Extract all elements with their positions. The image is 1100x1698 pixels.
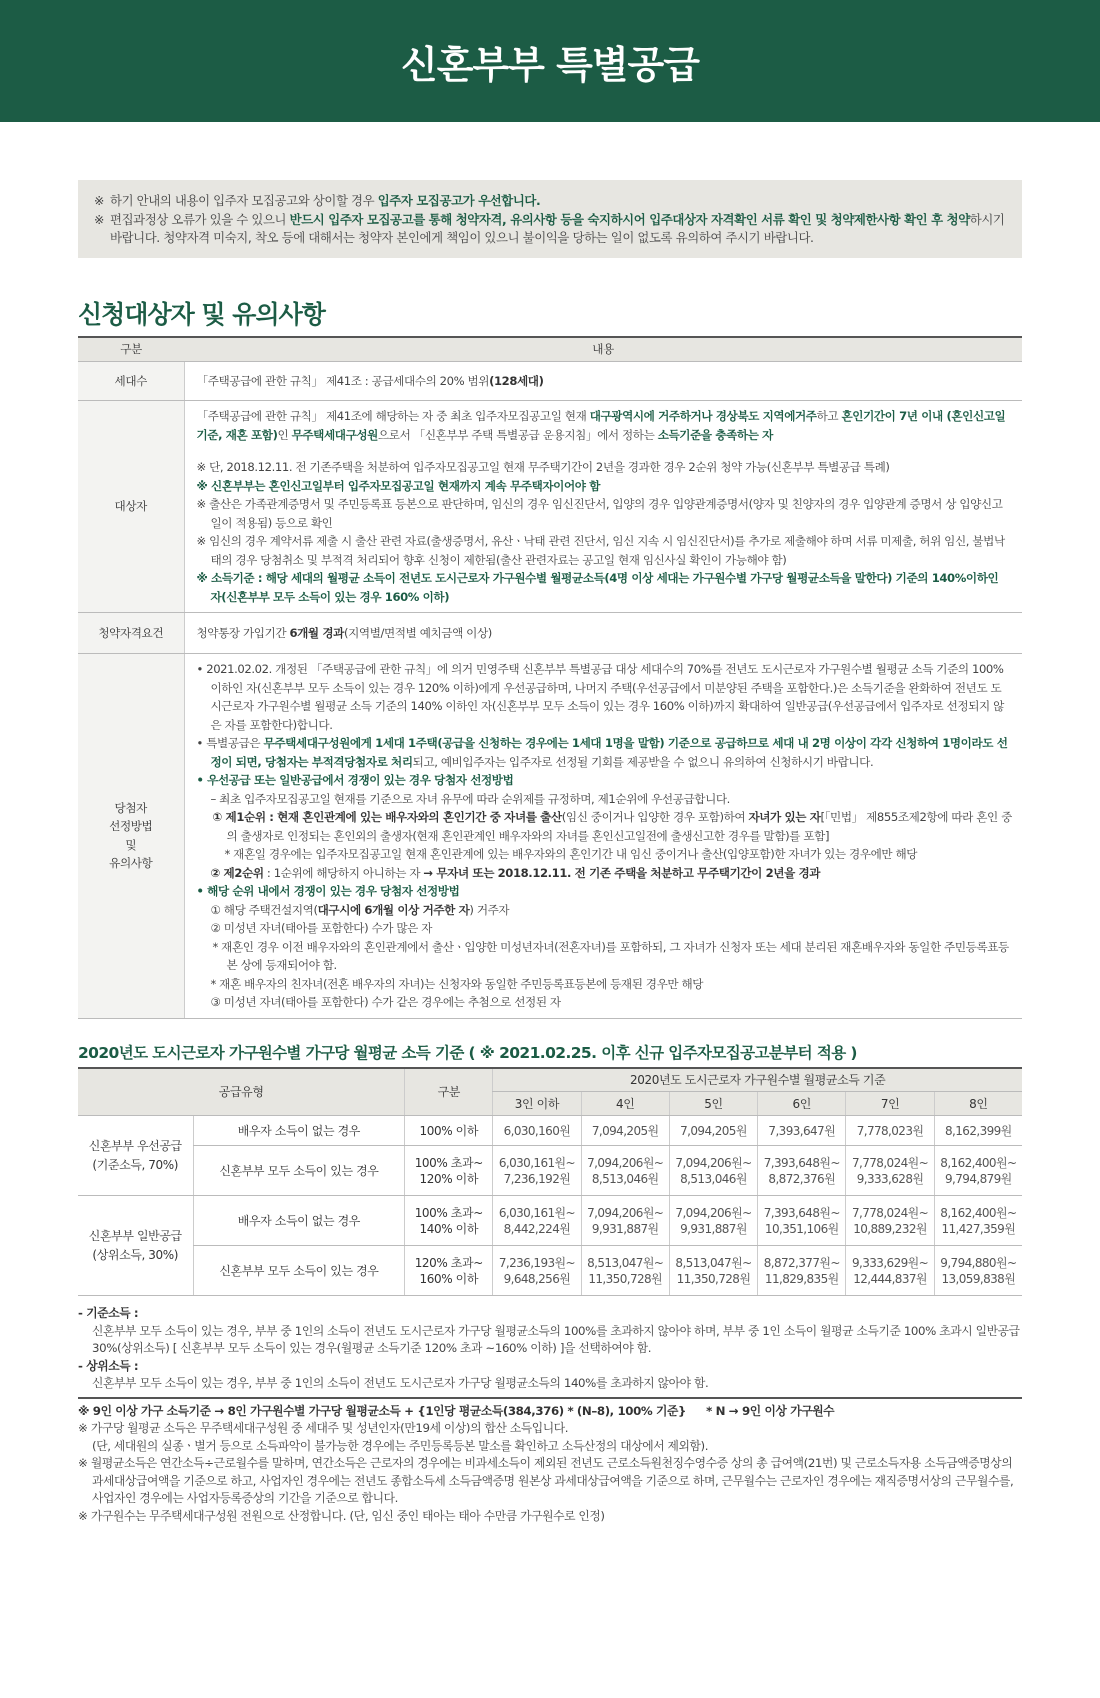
header-division: 구분	[405, 1068, 493, 1116]
income-division: 100% 초과~ 140% 이하	[405, 1196, 493, 1246]
row-target	[78, 401, 1022, 613]
winner-para: * 재혼인 경우 이전 배우자와의 혼인관계에서 출산ㆍ입양한 미성년자녀(전혼자녀)를 포함하되, 그 자녀가 신청자 또는 세대 분리된 재혼배우자와 동일한 주민등록표등본 상에 등재되어야 함.	[212, 939, 1009, 972]
income-type: 신혼부부 모두 소득이 있는 경우	[193, 1246, 405, 1296]
income-row	[78, 1116, 1022, 1146]
income-value: 9,794,880원~ 13,059,838원	[934, 1246, 1022, 1296]
income-type: 배우자 소득이 없는 경우	[193, 1196, 405, 1246]
header-size: 6인	[758, 1092, 846, 1116]
target-note: ※ 소득기준 : 해당 세대의 월평균 소득이 전년도 도시근로자 가구원수별 월평균소득(4명 이상 세대는 가구원수별 가구당 월평균소득을 말한다) 기준의 140%이하인 자(신혼부부 모두 소득이 있는 경우 160% 이하)	[196, 571, 999, 604]
income-value: 8,162,400원~ 9,794,879원	[934, 1146, 1022, 1196]
bottom-note: ※ 가구당 월평균 소득은 무주택세대구성원 중 세대주 및 성년인자(만19세 이상)의 합산 소득입니다.	[78, 1421, 569, 1435]
row-label: 대상자	[78, 401, 184, 613]
income-value: 7,094,206원~ 8,513,046원	[581, 1146, 669, 1196]
notice-line-1	[94, 192, 1006, 211]
bottom-note: (단, 세대원의 실종ㆍ별거 등으로 소득파악이 불가능한 경우에는 주민등록등본 말소를 확인하고 소득산정의 대상에서 제외함).	[92, 1438, 709, 1453]
income-type: 배우자 소득이 없는 경우	[193, 1116, 405, 1146]
income-value: 7,094,205원	[669, 1116, 757, 1146]
income-division: 120% 초과~ 160% 이하	[405, 1246, 493, 1296]
income-value: 6,030,161원~ 8,442,224원	[493, 1196, 581, 1246]
note-text: 신혼부부 모두 소득이 있는 경우, 부부 중 1인의 소득이 전년도 도시근로자 가구당 월평균소득의 140%를 초과하지 않아야 함.	[92, 1376, 709, 1390]
income-division: 100% 이하	[405, 1116, 493, 1146]
row-eligibility	[78, 613, 1022, 654]
income-notes	[78, 1305, 1022, 1393]
winner-para: ② 미성년 자녀(태아를 포함한다) 수가 많은 자	[210, 921, 433, 935]
row-content: 청약통장 가입기간 6개월 경과(지역별/면적별 예치금액 이상)	[184, 613, 1022, 654]
notice-line1-text: 하기 안내의 내용이 입주자 모집공고와 상이할 경우	[110, 193, 378, 208]
winner-para: * 재혼일 경우에는 입주자모집공고일 현재 혼인관계에 있는 배우자와의 혼인기간 내 임신 중이거나 출산(입양포함)한 자녀가 있는 경우에만 해당	[224, 847, 918, 861]
row-label: 당첨자 선정방법 및 유의사항	[78, 654, 184, 1019]
page-header	[0, 0, 1100, 122]
section-title: 신청대상자 및 유의사항	[78, 299, 325, 329]
notice-line2-tail: 하시기 바랍니다. 청약자격 미숙지, 착오 등에 대해서는 청약자 본인에게 책임이 있으니 불이익을 당하는 일이 없도록 유의하여 주시기 바랍니다.	[110, 211, 1005, 245]
income-table-title: 2020년도 도시근로자 가구원수별 가구당 월평균 소득 기준 ( ※ 2021.02.25. 이후 신규 입주자모집공고분부터 적용 )	[78, 1043, 857, 1062]
header-size: 4인	[581, 1092, 669, 1116]
target-note: ※ 신혼부부는 혼인신고일부터 입주자모집공고일 현재까지 계속 무주택자이어야 함	[196, 478, 601, 493]
supply-group: 신혼부부 일반공급 (상위소득, 30%)	[78, 1196, 193, 1296]
bottom-note: ※ 9인 이상 가구 소득기준 → 8인 가구원수별 가구당 월평균소득 + {1인당 평균소득(384,376) * (N–8), 100% 기준} * N → 9인 이상 가구원수	[78, 1403, 835, 1418]
income-value: 7,778,023원	[846, 1116, 934, 1146]
header-category: 구분	[78, 337, 184, 362]
income-value: 7,094,206원~ 9,931,887원	[669, 1196, 757, 1246]
bottom-note: ※ 월평균소득은 연간소득÷근로월수를 말하며, 연간소득은 근로자의 경우에는 비과세소득이 제외된 전년도 근로소득원천징수영수증 상의 총 급여액(21번) 및 근로소득자용 소득금액증명상의 과세대상급여액을 기준으로 하고, 사업자인 경우에는 전년도 종합소득세 소득금액증명 원본상 과세대상급여액을 기준으로 하며, 근무월수는 근로자인 경우에는 재직증명서상의 근무월수를, 사업자인 경우에는 사업자등록증상의 기간을 기준으로 합니다.	[78, 1456, 1014, 1505]
notice-line2-text: 편집과정상 오류가 있을 수 있으니	[110, 211, 290, 227]
winner-para: * 재혼 배우자의 친자녀(전혼 배우자의 자녀)는 신청자와 동일한 주민등록표등본에 등재된 경우만 해당	[210, 976, 704, 991]
income-division: 100% 초과~ 120% 이하	[405, 1146, 493, 1196]
target-intro: 「주택공급에 관한 규칙」 제41조에 해당하는 자 중 최초 입주자모집공고일 현재 대구광역시에 거주하거나 경상북도 지역에거주하고 혼인기간이 7년 이내 (혼인신고일 기준, 재혼 포함)인 무주택세대구성원으로서 「신혼부부 주택 특별공급 운용지침」에서 정하는 소득기준을 충족하는 자	[196, 409, 1006, 442]
income-value: 6,030,161원~ 7,236,192원	[493, 1146, 581, 1196]
header-content: 내용	[184, 337, 1022, 362]
income-row	[78, 1196, 1022, 1246]
notice-box	[78, 180, 1022, 258]
row-winners	[78, 654, 1022, 1019]
bottom-note: ※ 가구원수는 무주택세대구성원 전원으로 산정합니다. (단, 임신 중인 태아는 태아 수만큼 가구원수로 인정)	[78, 1508, 605, 1523]
notice-line1-emphasis: 입주자 모집공고가 우선합니다.	[377, 193, 541, 208]
income-value: 6,030,160원	[493, 1116, 581, 1146]
income-value: 8,872,377원~ 11,829,835원	[758, 1246, 846, 1296]
page-title: 신혼부부 특별공급	[401, 42, 699, 87]
winner-para: • 우선공급 또는 일반공급에서 경쟁이 있는 경우 당첨자 선정방법	[196, 773, 514, 787]
notice-mark: ※	[94, 193, 104, 208]
winner-para: – 최초 입주자모집공고일 현재를 기준으로 자녀 유무에 따라 순위제를 규정하며, 제1순위에 우선공급합니다.	[210, 791, 730, 806]
income-value: 7,778,024원~ 9,333,628원	[846, 1146, 934, 1196]
winner-para: ① 제1순위 : 현재 혼인관계에 있는 배우자와의 혼인기간 중 자녀를 출산(임신 중이거나 입양한 경우 포함)하여 자녀가 있는 자[「민법」 제855조제2항에 따라 혼인 중의 출생자로 인정되는 혼인외의 출생자(현재 혼인관계인 배우자와의 자녀를 혼인신고일전에 출생신고한 경우를 말함)를 포함]	[212, 810, 1012, 843]
target-note: ※ 출산은 가족관계증명서 및 주민등록표 등본으로 판단하며, 임신의 경우 임신진단서, 입양의 경우 입양관계증명서(양자 및 친양자의 경우 입양관계 증명서 상 입양신고일이 적용됨) 등으로 확인	[196, 497, 1003, 530]
target-note: ※ 임신의 경우 계약서류 제출 시 출산 관련 자료(출생증명서, 유산ㆍ낙태 관련 진단서, 임신 지속 시 임신진단서)를 추가로 제출해야 하며 서류 미제출, 허위 임신, 불법낙태의 경우 당첨취소 및 부적격 처리되어 향후 신청이 제한됨(출산 관련자료는 공고일 현재 임신사실 확인이 가능해야 함)	[196, 534, 1005, 567]
income-value: 9,333,629원~ 12,444,837원	[846, 1246, 934, 1296]
income-value: 7,393,648원~ 10,351,106원	[758, 1196, 846, 1246]
row-content: 「주택공급에 관한 규칙」 제41조 : 공급세대수의 20% 범위(128세대)	[184, 362, 1022, 401]
header-size: 8인	[934, 1092, 1022, 1116]
income-value: 7,393,647원	[758, 1116, 846, 1146]
divider	[78, 1397, 1022, 1399]
income-value: 7,236,193원~ 9,648,256원	[493, 1246, 581, 1296]
income-value: 7,778,024원~ 10,889,232원	[846, 1196, 934, 1246]
income-table	[78, 1067, 1022, 1297]
income-type: 신혼부부 모두 소득이 있는 경우	[193, 1146, 405, 1196]
note-text: 신혼부부 모두 소득이 있는 경우, 부부 중 1인의 소득이 전년도 도시근로자 가구당 월평균소득의 100%를 초과하지 않아야 하며, 부부 중 1인 소득이 월평균 소득기준 100% 초과시 일반공급 30%(상위소득) [ 신혼부부 모두 소득이 있는 경우(월평균 소득기준 120% 초과 ~160% 이하) ]을 선택하여야 함.	[92, 1323, 1020, 1355]
winner-para: ① 해당 주택건설지역(대구시에 6개월 이상 거주한 자) 거주자	[210, 902, 510, 917]
header-supply-type: 공급유형	[78, 1068, 405, 1116]
winner-para: ② 제2순위 : 1순위에 해당하지 아니하는 자 → 무자녀 또는 2018.12.11. 전 기존 주택을 처분하고 무주택기간이 2년을 경과	[210, 865, 821, 880]
income-row	[78, 1246, 1022, 1296]
bottom-notes	[78, 1403, 1022, 1526]
winner-para: • 특별공급은 무주택세대구성원에게 1세대 1주택(공급을 신청하는 경우에는 1세대 1명을 말함) 기준으로 공급하므로 세대 내 2명 이상이 각각 신청하여 1명이라도 선정이 되면, 당첨자는 부적격당첨자로 처리되고, 예비입주자는 입주자로 선정될 기회를 제공받을 수 없으니 유의하여 신청하시기 바랍니다.	[196, 736, 1008, 769]
row-label: 청약자격요건	[78, 613, 184, 654]
income-value: 8,513,047원~ 11,350,728원	[669, 1246, 757, 1296]
row-households	[78, 362, 1022, 401]
target-note: ※ 단, 2018.12.11. 전 기존주택을 처분하여 입주자모집공고일 현재 무주택기간이 2년을 경과한 경우 2순위 청약 가능(신혼부부 특별공급 특례)	[196, 460, 890, 474]
header-income-standard: 2020년도 도시근로자 가구원수별 월평균소득 기준	[493, 1068, 1022, 1092]
income-value: 7,094,205원	[581, 1116, 669, 1146]
income-value: 7,094,206원~ 8,513,046원	[669, 1146, 757, 1196]
winner-para: • 2021.02.02. 개정된 「주택공급에 관한 규칙」에 의거 민영주택 신혼부부 특별공급 대상 세대수의 70%를 전년도 도시근로자 가구원수별 월평균 소득 기준의 100% 이하인 자(신혼부부 모두 소득이 있는 경우 120% 이하)에게 우선공급하며, 나머지 주택(우선공급에서 미분양된 주택을 포함한다.)은 소득기준을 완화하여 전년도 도시근로자 가구원수별 월평균 소득 기준의 140% 이하인 자(신혼부부 모두 소득이 있는 경우 160% 이하)까지 확대하여 일반공급(우선공급에서 입주자로 선정되지 않은 자를 포함한다)합니다.	[196, 662, 1004, 732]
note-heading: - 기준소득 :	[78, 1306, 139, 1320]
income-value: 7,393,648원~ 8,872,376원	[758, 1146, 846, 1196]
note-heading: - 상위소득 :	[78, 1358, 139, 1373]
applicant-table	[78, 336, 1022, 1019]
income-value: 8,162,399원	[934, 1116, 1022, 1146]
row-content	[184, 401, 1022, 613]
income-row	[78, 1146, 1022, 1196]
header-size: 5인	[669, 1092, 757, 1116]
winner-para: • 해당 순위 내에서 경쟁이 있는 경우 당첨자 선정방법	[196, 884, 460, 898]
supply-group: 신혼부부 우선공급 (기준소득, 70%)	[78, 1116, 193, 1196]
income-value: 8,513,047원~ 11,350,728원	[581, 1246, 669, 1296]
row-content	[184, 654, 1022, 1019]
header-size: 7인	[846, 1092, 934, 1116]
income-value: 8,162,400원~ 11,427,359원	[934, 1196, 1022, 1246]
header-size: 3인 이하	[493, 1092, 581, 1116]
notice-mark: ※	[94, 211, 104, 227]
notice-line2-emphasis: 반드시 입주자 모집공고를 통해 청약자격, 유의사항 등을 숙지하시어 입주대상자 자격확인 서류 확인 및 청약제한사항 확인 후 청약	[289, 211, 970, 227]
income-value: 7,094,206원~ 9,931,887원	[581, 1196, 669, 1246]
row-label: 세대수	[78, 362, 184, 401]
notice-line-2	[94, 211, 1006, 248]
winner-para: ③ 미성년 자녀(태아를 포함한다) 수가 같은 경우에는 추첨으로 선정된 자	[210, 995, 561, 1009]
